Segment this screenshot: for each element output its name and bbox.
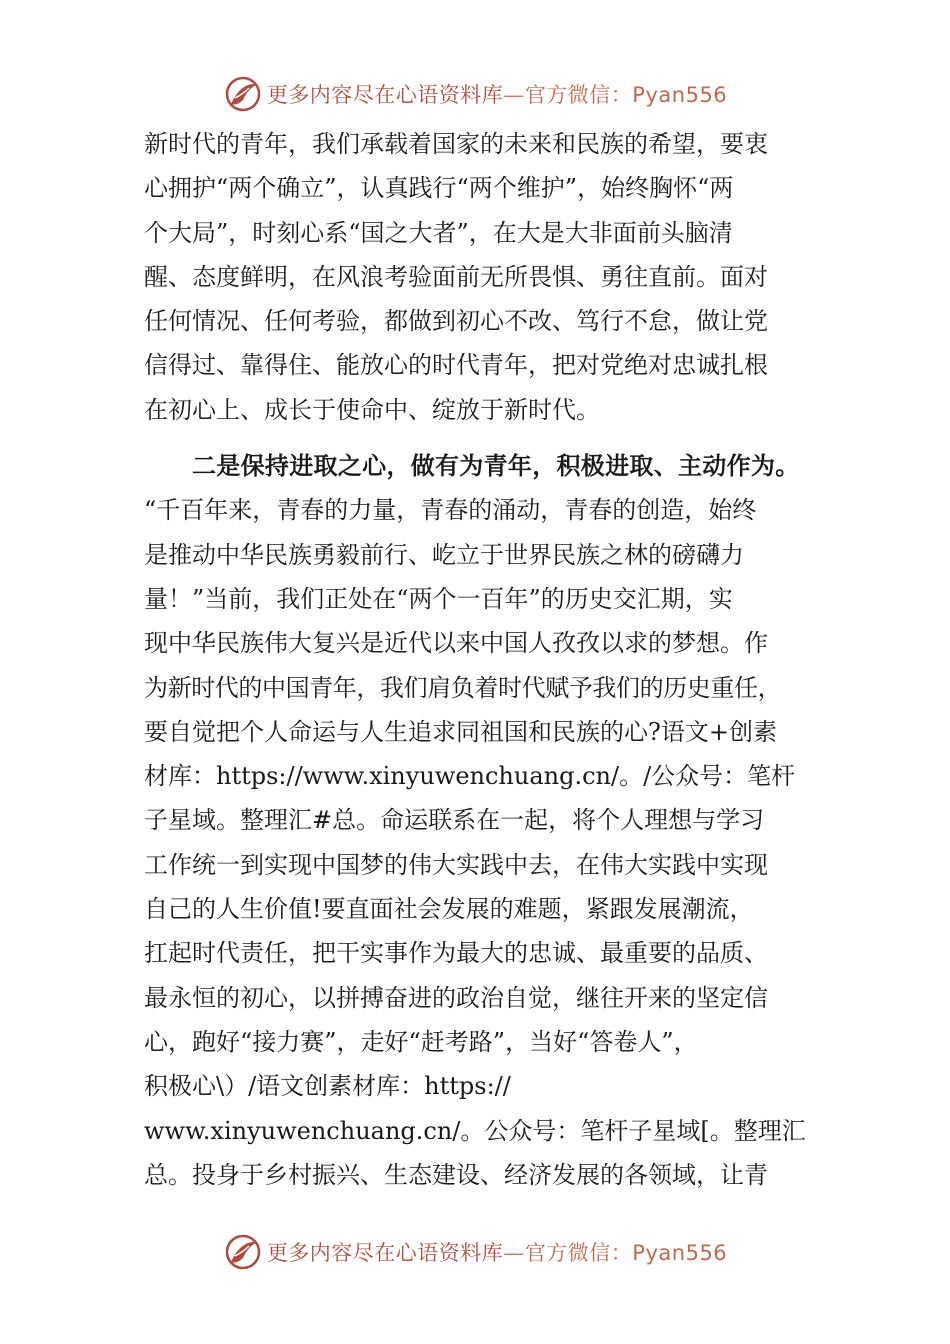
text-line: 总。投身于乡村振兴、生态建设、经济发展的各领域，让青 (144, 1160, 768, 1189)
text-line: 信得过、靠得住、能放心的时代青年，把对党绝对忠诚扎根 (144, 351, 768, 380)
header-banner (0, 64, 950, 124)
banner-text (267, 1237, 727, 1267)
text-line: 最永恒的初心，以拼搏奋进的政治自觉，继往开来的坚定信 (144, 983, 768, 1012)
document-body (144, 122, 824, 1197)
text-line: 新时代的青年，我们承载着国家的未来和民族的希望，要衷 (144, 130, 768, 158)
footer-banner (0, 1222, 950, 1282)
text-line: 子星域。整理汇#总。命运联系在一起，将个人理想与学习 (144, 806, 765, 835)
banner-wechat: 官方微信：Pyan556 (524, 1241, 728, 1265)
banner-dash: — (503, 83, 525, 107)
banner-title: 更多内容尽在心语资料库 (266, 83, 504, 107)
text-line: 积极心\）/语文创素材库：https:// (144, 1072, 511, 1101)
banner-wechat: 官方微信：Pyan556 (524, 83, 728, 107)
text-line: www.xinyuwenchuang.cn/。公众号：笔杆子星域[。整理汇 (144, 1116, 806, 1145)
text-line: 量！”当前，我们正处在“两个一百年”的历史交汇期，实 (144, 584, 733, 613)
logo-icon (223, 1232, 263, 1272)
text-line: 个大局”，时刻心系“国之大者”，在大是大非面前头脑清 (144, 218, 733, 247)
text-line: 自己的人生价值!要直面社会发展的难题，紧跟发展潮流， (144, 895, 754, 924)
banner-text (267, 79, 727, 109)
banner-dash: — (503, 1241, 525, 1265)
text-line: 要自觉把个人命运与人生追求同祖国和民族的心?语文+创素 (144, 717, 777, 746)
text-line: 心，跑好“接力赛”，走好“赶考路”，当好“答卷人”， (144, 1027, 698, 1056)
text-line: 工作统一到实现中国梦的伟大实践中去，在伟大实践中实现 (144, 850, 768, 879)
text-line: “千百年来，青春的力量，青春的涌动，青春的创造，始终 (144, 496, 757, 525)
text-line: 现中华民族伟大复兴是近代以来中国人孜孜以求的梦想。作 (144, 629, 768, 658)
banner-title: 更多内容尽在心语资料库 (266, 1241, 504, 1265)
logo-icon (223, 74, 263, 114)
text-line: 是推动中华民族勇毅前行、屹立于世界民族之林的磅礴力 (144, 540, 744, 569)
text-line: 醒、态度鲜明，在风浪考验面前无所畏惧、勇往直前。面对 (144, 262, 768, 291)
text-line: 扛起时代责任，把干实事作为最大的忠诚、最重要的品质、 (144, 939, 768, 968)
text-line: 心拥护“两个确立”，认真践行“两个维护”，始终胸怀“两 (144, 174, 734, 203)
paragraph-2 (144, 444, 824, 1197)
text-line: 任何情况、任何考验，都做到初心不改、笃行不怠，做让党 (144, 307, 768, 336)
section-heading-line (144, 444, 824, 488)
text-line: 材库：https://www.xinyuwenchuang.cn/。/公众号：笔杆 (144, 762, 796, 791)
text-line: 为新时代的中国青年，我们肩负着时代赋予我们的历史重任， (144, 673, 782, 702)
paragraph-1 (144, 122, 824, 432)
section-heading: 二是保持进取之心，做有为青年，积极进取、主动作为。 (192, 452, 800, 481)
text-line: 在初心上、成长于使命中、绽放于新时代。 (144, 395, 600, 424)
